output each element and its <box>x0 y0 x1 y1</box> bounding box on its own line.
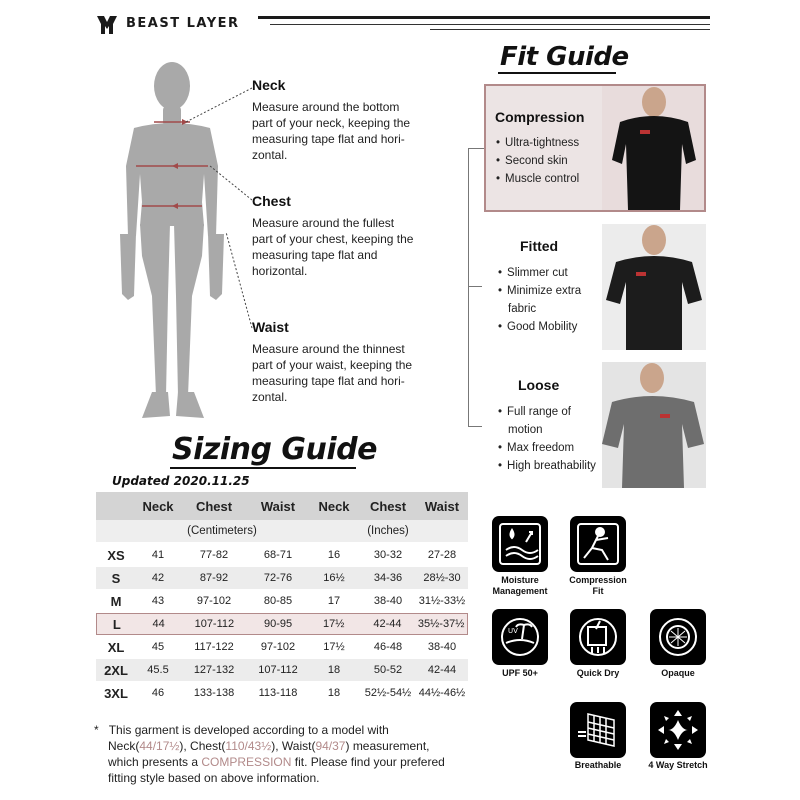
upf-sun-icon <box>492 609 548 665</box>
measure-neck-text: Measure around the bottom part of your neck, keeping the measuring tape flat and hori- zontal. <box>252 100 411 162</box>
footnote-text: fit. Please find your prefered <box>291 755 445 769</box>
table-row <box>96 682 468 704</box>
footnote-star: * <box>94 723 99 737</box>
header-cell: Neck <box>318 498 350 514</box>
header-rule-mid <box>270 24 710 25</box>
size-cell: XS <box>107 547 125 563</box>
units-in-label: (Inches) <box>367 525 409 537</box>
fit-name-compression: Compression <box>495 109 585 125</box>
table-cell: 30-32 <box>373 549 403 561</box>
table-cell: 133-138 <box>193 687 235 699</box>
compression-shirt-photo <box>602 86 704 210</box>
table-cell: 72-76 <box>263 572 293 584</box>
table-cell: 46 <box>151 687 165 699</box>
fit-guide-title: Fit Guide <box>500 42 629 72</box>
fit-bracket <box>468 148 469 426</box>
table-cell: 87-92 <box>199 572 229 584</box>
fit-bullet: • Muscle control <box>496 170 579 188</box>
footnote-waist-value: 94/37 <box>315 739 346 753</box>
table-cell: 45.5 <box>147 664 169 676</box>
fit-name-loose: Loose <box>518 377 560 393</box>
measure-waist-text: Measure around the thinnest part of your waist, keeping the measuring tape flat and hori- zontal. <box>252 342 413 404</box>
sizing-guide-title: Sizing Guide <box>172 432 377 467</box>
table-cell: 17 <box>327 595 341 607</box>
table-cell: 127-132 <box>193 664 235 676</box>
footnote <box>94 722 454 786</box>
table-row <box>96 590 468 612</box>
table-cell: 113-118 <box>258 687 298 699</box>
size-cell: 2XL <box>104 662 128 678</box>
table-row <box>96 636 468 658</box>
footnote-fit-value: COMPRESSION <box>201 755 292 769</box>
fit-guide-underline <box>498 72 616 74</box>
table-cell: 17½ <box>323 641 345 653</box>
feature-label: UPF 50+ <box>502 668 538 678</box>
footnote-line-4: fitting style based on above information. <box>108 771 320 785</box>
table-cell: 42-44 <box>373 618 402 630</box>
table-cell: 44½-46½ <box>418 687 466 699</box>
table-row <box>96 567 468 589</box>
moisture-icon <box>492 516 548 572</box>
table-cell: 18 <box>327 664 341 676</box>
feature-label: 4 Way Stretch <box>648 760 708 770</box>
table-cell: 18 <box>327 687 341 699</box>
size-cell: 3XL <box>104 685 128 701</box>
fit-bullet: fabric <box>508 303 537 315</box>
fit-bullet: • Max freedom <box>498 439 596 457</box>
fit-bracket-tick <box>468 286 482 287</box>
feature-label: Breathable <box>574 760 622 770</box>
fit-bullets-fitted <box>498 264 581 336</box>
footnote-chest-value: 110/43½ <box>225 739 272 753</box>
measurement-leader-lines <box>180 84 260 334</box>
table-cell: 117-122 <box>194 641 234 653</box>
table-units-row <box>96 520 468 542</box>
header-cell: Chest <box>369 498 407 514</box>
table-cell: 46-48 <box>373 641 403 653</box>
table-cell: 28½-30 <box>423 572 461 584</box>
table-cell: 80-85 <box>263 595 293 607</box>
header-cell: Chest <box>195 498 233 514</box>
measure-chest-title: Chest <box>252 193 291 209</box>
beast-layer-logo-icon <box>96 14 118 36</box>
table-cell: 68-71 <box>263 549 293 561</box>
feature-label: Compression Fit <box>569 575 627 596</box>
feature-label: Quick Dry <box>576 668 620 678</box>
loose-shirt-photo <box>602 362 706 488</box>
table-cell: 50-52 <box>373 664 403 676</box>
feature-label: Opaque <box>661 668 695 678</box>
header-cell: Neck <box>142 498 174 514</box>
table-cell: 52½-54½ <box>364 687 412 699</box>
table-cell: 31½-33½ <box>418 595 466 607</box>
table-cell: 34-36 <box>373 572 403 584</box>
table-cell: 17½ <box>323 618 345 630</box>
table-cell: 42 <box>151 572 165 584</box>
footnote-text: ), Chest( <box>179 739 226 753</box>
measure-neck-title: Neck <box>252 77 286 93</box>
units-cm-label: (Centimeters) <box>187 525 257 537</box>
fit-bullets-loose <box>498 403 596 475</box>
size-cell: S <box>111 570 121 586</box>
table-cell: 43 <box>151 595 165 607</box>
fit-bullet: • Good Mobility <box>498 318 581 336</box>
sizing-guide-underline <box>170 467 356 469</box>
footnote-text: ) measurement, <box>345 739 430 753</box>
size-cell: XL <box>107 639 125 655</box>
fit-bullets-compression <box>496 134 579 188</box>
breathable-icon <box>570 702 626 758</box>
footnote-line-1: This garment is developed according to a model with <box>108 723 389 737</box>
table-cell: 27-28 <box>427 549 457 561</box>
footnote-text: which presents a <box>108 755 202 769</box>
measure-waist-title: Waist <box>252 319 289 335</box>
brand-name: BEAST LAYER <box>126 16 240 31</box>
fit-bracket-tick <box>468 426 482 427</box>
measure-chest <box>252 193 422 279</box>
table-row <box>96 613 468 635</box>
fit-bullet: • High breathability <box>498 457 596 475</box>
stretch-icon <box>650 702 706 758</box>
footnote-text: Neck( <box>108 739 140 753</box>
header-rule-top <box>258 16 710 19</box>
fit-name-fitted: Fitted <box>520 238 559 254</box>
fit-bullet: • Second skin <box>496 152 579 170</box>
fit-bullet: • Ultra-tightness <box>496 134 579 152</box>
table-cell: 44 <box>152 618 165 630</box>
fit-bullet: • Minimize extra <box>498 282 581 300</box>
table-cell: 97-102 <box>260 641 296 653</box>
fit-bullet: • Full range of <box>498 403 596 421</box>
table-cell: 38-40 <box>373 595 403 607</box>
size-cell: L <box>112 616 121 632</box>
header-cell: Waist <box>424 498 460 514</box>
size-cell: M <box>110 593 122 609</box>
measure-chest-text: Measure around the fullest part of your chest, keeping the measuring tape flat and horizontal. <box>252 216 414 278</box>
opaque-icon <box>650 609 706 665</box>
table-cell: 97-102 <box>196 595 232 607</box>
table-header-row <box>96 492 468 520</box>
measure-waist <box>252 319 422 405</box>
table-cell: 38-40 <box>427 641 457 653</box>
table-cell: 45 <box>151 641 165 653</box>
table-cell: 35½-37½ <box>417 618 465 630</box>
svg-text:UV: UV <box>508 627 518 635</box>
fit-bullet: motion <box>508 424 543 436</box>
compression-icon <box>570 516 626 572</box>
measure-neck <box>252 77 422 163</box>
table-row <box>96 659 468 681</box>
updated-date: Updated 2020.11.25 <box>112 474 250 488</box>
table-cell: 41 <box>151 549 165 561</box>
quick-dry-icon <box>570 609 626 665</box>
table-cell: 16½ <box>323 572 345 584</box>
table-cell: 16 <box>327 549 341 561</box>
table-cell: 90-95 <box>263 618 293 630</box>
fit-bracket-tick <box>468 148 484 149</box>
table-row <box>96 544 468 566</box>
footnote-neck-value: 44/17½ <box>139 739 180 753</box>
table-cell: 42-44 <box>427 664 457 676</box>
header-cell: Waist <box>260 498 296 514</box>
feature-label: Moisture Management <box>492 575 548 596</box>
header-rule-bottom <box>430 29 710 30</box>
table-cell: 107-112 <box>194 618 235 630</box>
fitted-shirt-photo <box>602 224 706 350</box>
footnote-text: ), Waist( <box>271 739 316 753</box>
fit-bullet: • Slimmer cut <box>498 264 581 282</box>
table-cell: 107-112 <box>258 664 298 676</box>
table-cell: 77-82 <box>199 549 229 561</box>
